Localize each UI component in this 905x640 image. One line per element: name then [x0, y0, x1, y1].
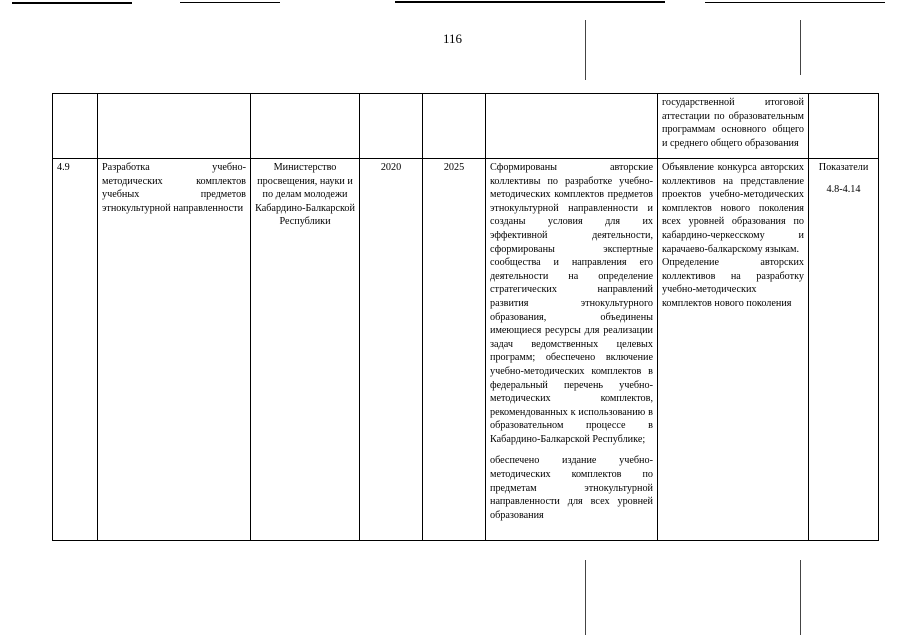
scan-artifact-line	[705, 2, 885, 3]
event-name: Разработка учебно-методических комплектов учебных предметов этнокультурной направленности	[98, 159, 251, 541]
scan-artifact-vline	[585, 560, 586, 635]
indicators	[809, 159, 879, 541]
scan-artifact-vline	[800, 20, 801, 75]
page-number: 116	[442, 31, 463, 46]
table-cell	[809, 94, 879, 159]
responsible-body: Министерство просвещения, науки и по делам молодежи Кабардино-Балкарской Республики	[251, 159, 360, 541]
indicators-value: 4.8-4.14	[826, 183, 861, 195]
description-paragraph: Объявление конкурса авторских коллективов на представление проектов учебно-методических комплектов нового поколения всех уровней образования по кабардино-черкесскому и карачаево-балкарскому языкам.	[662, 162, 804, 255]
end-year: 2025	[423, 159, 486, 541]
table-cell	[251, 94, 360, 159]
measures-table	[52, 93, 879, 541]
table-cell	[360, 94, 423, 159]
scan-artifact-line	[395, 1, 665, 3]
table-cell	[98, 94, 251, 159]
start-year: 2020	[360, 159, 423, 541]
table-row-continuation	[53, 94, 879, 159]
description-paragraph: Определение авторских коллективов на разработку учебно-методических комплектов нового поколения	[662, 257, 804, 309]
result-paragraph: обеспечено издание учебно-методических комплектов по предметам этнокультурной направленности для всех уровней образования	[490, 455, 653, 521]
scan-artifact-line	[180, 2, 280, 3]
result-paragraph: Сформированы авторские коллективы по разработке учебно-методических комплектов предметов этнокультурной направленности и созданы условия для их эффективной деятельности, сформированы экспертные сообщества и направления его деятельности на определение стратегических направлений развития этнокультурного образования, объединены имеющиеся ресурсы для реализации задач ведомственных целевых программ; обеспечено включение учебно-методических комплектов в федеральный перечень учебно-методических комплектов, рекомендованных к использованию в образовательном процессе в Кабардино-Балкарской Республике;	[490, 162, 653, 445]
scan-artifact-vline	[800, 560, 801, 635]
table-row-4-9	[53, 159, 879, 541]
expected-result	[486, 159, 658, 541]
table-cell	[53, 94, 98, 159]
scan-artifact-line	[12, 2, 132, 4]
table-cell	[423, 94, 486, 159]
measure-description	[658, 159, 809, 541]
table-cell-description-continued: государственной итоговой аттестации по образовательным программам основного общего и среднего общего образования	[658, 94, 809, 159]
table-cell	[486, 94, 658, 159]
scan-artifact-vline	[585, 20, 586, 80]
indicators-label: Показатели	[818, 162, 869, 173]
row-number: 4.9	[53, 159, 98, 541]
